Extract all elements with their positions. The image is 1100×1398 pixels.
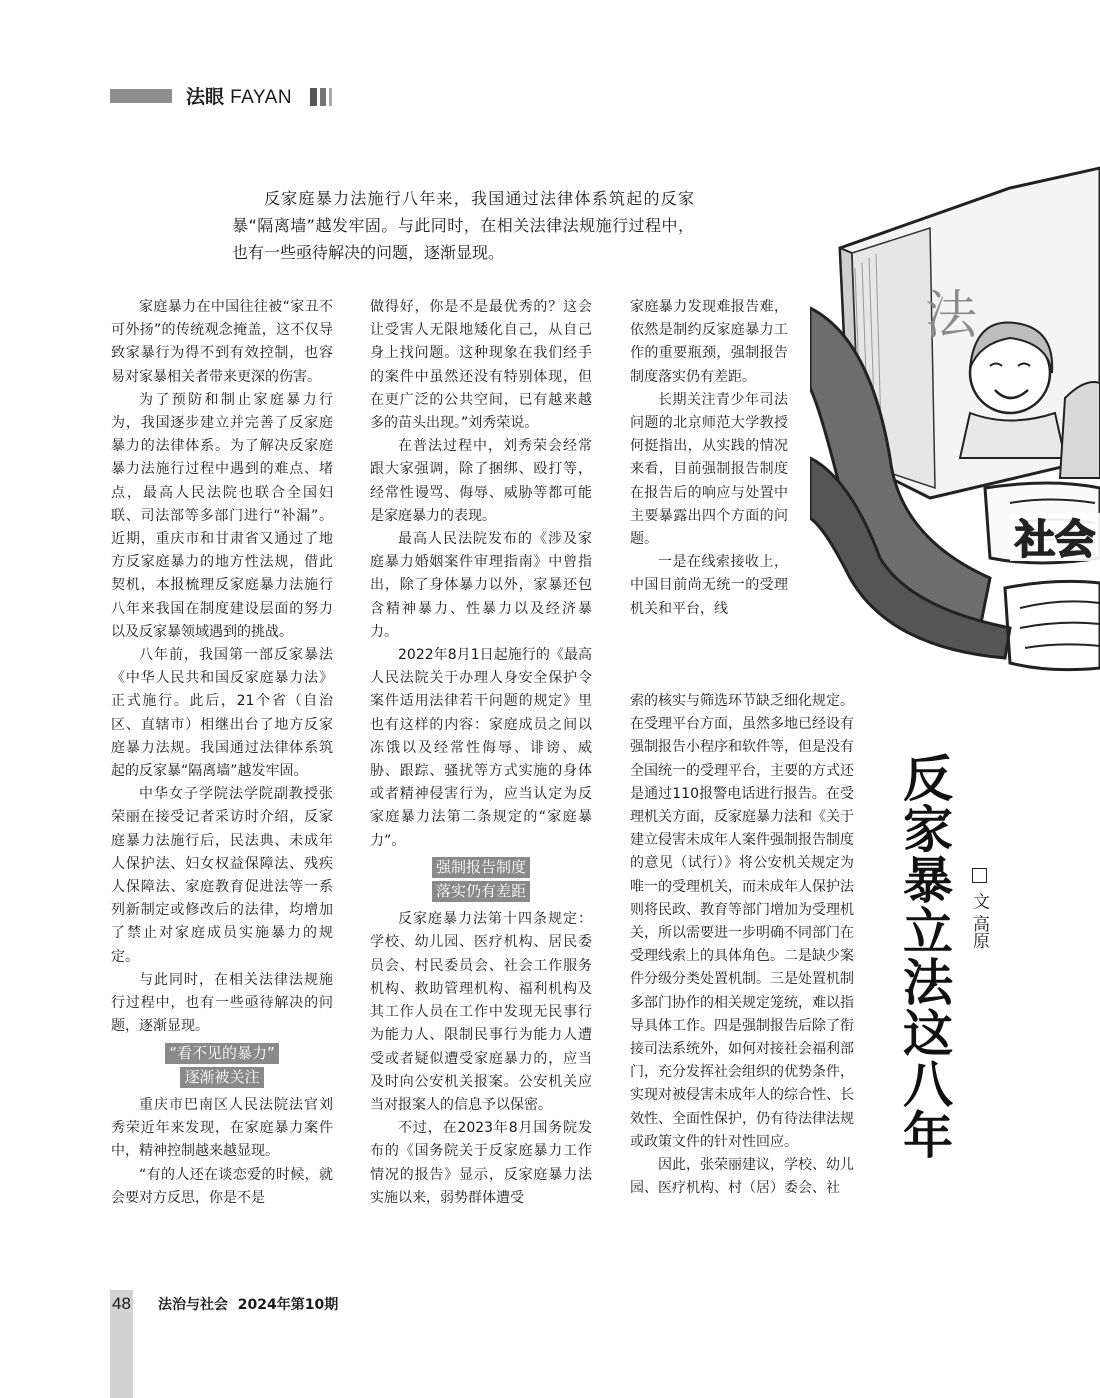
magazine-name: 法治与社会 — [158, 1297, 228, 1313]
issue-number: 2024年第10期 — [237, 1297, 339, 1313]
subheading-line: 强制报告制度 — [432, 857, 530, 878]
paragraph: 为了预防和制止家庭暴力行为，我国逐步建立并完善了反家庭暴力的法律体系。为了解决反家庭暴力法施行过程中遇到的难点、堵点，最高人民法院也联合全国妇联、司法部等多部门进行“补漏”。近期，重庆市和甘肃省又通过了地方反家庭暴力的地方性法规，借此契机，本报梳理反家庭暴力法施行八年来我国在制度建设层面的努力以及反家暴领域遇到的挑战。 — [111, 391, 333, 640]
paragraph: 不过，在2023年8月国务院发布的《国务院关于反家庭暴力工作情况的报告》显示，反家庭暴力法实施以来，弱势群体遭受 — [370, 1120, 592, 1206]
article-column-1 — [111, 296, 333, 1210]
paragraph: 家庭暴力发现难报告难，依然是制约反家庭暴力工作的重要瓶颈，强制报告制度落实仍有差距。 — [630, 299, 788, 385]
illustration-drawing — [810, 158, 1100, 698]
section-title — [186, 86, 292, 109]
paragraph: 长期关注青少年司法问题的北京师范大学教授何挺指出，从实践的情况来看，目前强制报告制度在报告后的响应与处置中主要暴露出四个方面的问题。 — [630, 391, 788, 548]
header-bar — [110, 89, 172, 103]
paragraph: 中华女子学院法学院副教授张荣丽在接受记者采访时介绍，反家庭暴力法施行后，民法典、未成年人保护法、妇女权益保障法、残疾人保障法、家庭教育促进法等一系列新制定或修改后的法律，均增加了禁止对家庭成员实施暴力的规定。 — [111, 786, 333, 965]
article-column-2 — [370, 296, 592, 1210]
byline — [968, 868, 990, 949]
subheading — [370, 856, 592, 904]
paragraph: 重庆市巴南区人民法院法官刘秀荣近年来发现，在家庭暴力案件中，精神控制越来越显现。 — [111, 1096, 333, 1160]
header-decoration — [310, 88, 336, 106]
paragraph: 做得好，你是不是最优秀的？这会让受害人无限地矮化自己，从自己身上找问题。这种现象在我们经手的案件中虽然还没有特别体现，但在更广泛的公共空间，已有越来越多的苗头出现。”刘秀荣说。 — [370, 299, 592, 432]
paragraph: 一是在线索接收上，中国目前尚无统一的受理机关和平台，线 — [630, 554, 788, 617]
paragraph: 最高人民法院发布的《涉及家庭暴力婚姻案件审理指南》中曾指出，除了身体暴力以外，家暴还包含精神暴力、性暴力以及经济暴力。 — [370, 531, 592, 640]
article-column-3-bottom — [630, 690, 854, 1200]
paragraph: 在普法过程中，刘秀荣会经常跟大家强调，除了捆绑、殴打等，经常性谩骂、侮辱、威胁等都可能是家庭暴力的表现。 — [370, 438, 592, 524]
section-title-en: FAYAN — [230, 87, 293, 108]
section-title-cn: 法眼 — [186, 86, 225, 108]
book-char: 法 — [925, 286, 978, 346]
illustration — [810, 158, 1100, 698]
magazine-info — [158, 1294, 338, 1314]
paragraph: 八年前，我国第一部反家暴法《中华人民共和国反家庭暴力法》正式施行。此后，21个省（自治区、直辖市）相继出台了地方反家庭暴力法规。我国通过法律体系筑起的反家暴“隔离墙”越发牢固。 — [111, 647, 333, 780]
paragraph: 因此，张荣丽建议，学校、幼儿园、医疗机构、村（居）委会、社 — [630, 1157, 854, 1197]
byline-text: 文 高原 — [969, 892, 989, 949]
article-title: 反家暴立法这八年 — [895, 752, 953, 1160]
article-column-3-top — [630, 296, 788, 621]
page-number: 48 — [112, 1294, 131, 1313]
paragraph: 与此同时，在相关法律法规施行过程中，也有一些亟待解决的问题，逐渐显现。 — [111, 971, 333, 1035]
paragraph: 家庭暴力在中国往往被“家丑不可外扬”的传统观念掩盖，这不仅导致家暴行为得不到有效控制，也容易对家暴相关者带来更深的伤害。 — [111, 299, 333, 385]
lead-paragraph: 反家庭暴力法施行八年来，我国通过法律体系筑起的反家暴“隔离墙”越发牢固。与此同时，在相关法律法规施行过程中，也有一些亟待解决的问题，逐渐显现。 — [232, 189, 694, 262]
paragraph: “有的人还在谈恋爱的时候，就会要对方反思，你是不是 — [111, 1166, 333, 1206]
paragraph: 反家庭暴力法第十四条规定：学校、幼儿园、医疗机构、居民委员会、村民委员会、社会工作服务机构、救助管理机构、福利机构及其工作人员在工作中发现无民事行为能力人、限制民事行为能力人遭受或者疑似遭受家庭暴力的，应当及时向公安机关报案。公安机关应当对报案人的信息予以保密。 — [370, 911, 592, 1113]
banner-text: 社会 — [1015, 517, 1095, 563]
subheading — [111, 1042, 333, 1090]
subheading-line: “看不见的暴力” — [165, 1043, 279, 1064]
paragraph: 2022年8月1日起施行的《最高人民法院关于办理人身安全保护令案件适用法律若干问题的规定》里也有这样的内容：家庭成员之间以冻饿以及经常性侮辱、诽谤、威胁、跟踪、骚扰等方式实施的身体或者精神侵害行为，应当认定为反家庭暴力法第二条规定的“家庭暴力”。 — [370, 647, 592, 849]
subheading-line: 落实仍有差距 — [432, 881, 530, 902]
byline-box-icon — [972, 868, 987, 883]
subheading-line: 逐渐被关注 — [180, 1067, 263, 1088]
paragraph: 索的核实与筛选环节缺乏细化规定。在受理平台方面，虽然多地已经设有强制报告小程序和软件等，但是没有全国统一的受理平台，主要的方式还是通过110报警电话进行报告。在受理机关方面，反家庭暴力法和《关于建立侵害未成年人案件强制报告制度的意见（试行）》将公安机关规定为唯一的受理机关，而未成年人保护法则将民政、教育等部门增加为受理机关，所以需要进一步明确不同部门在受理线索上的具体角色。二是缺少案件分级分类处置机制。三是处置机制多部门协作的相关规定笼统，难以指导具体工作。四是强制报告后除了衔接司法系统外，如何对接社会福利部门，充分发挥社会组织的优势条件，实现对被侵害未成年人的综合性、长效性、全面性保护，仍有待法律法规或政策文件的针对性回应。 — [630, 693, 854, 1150]
